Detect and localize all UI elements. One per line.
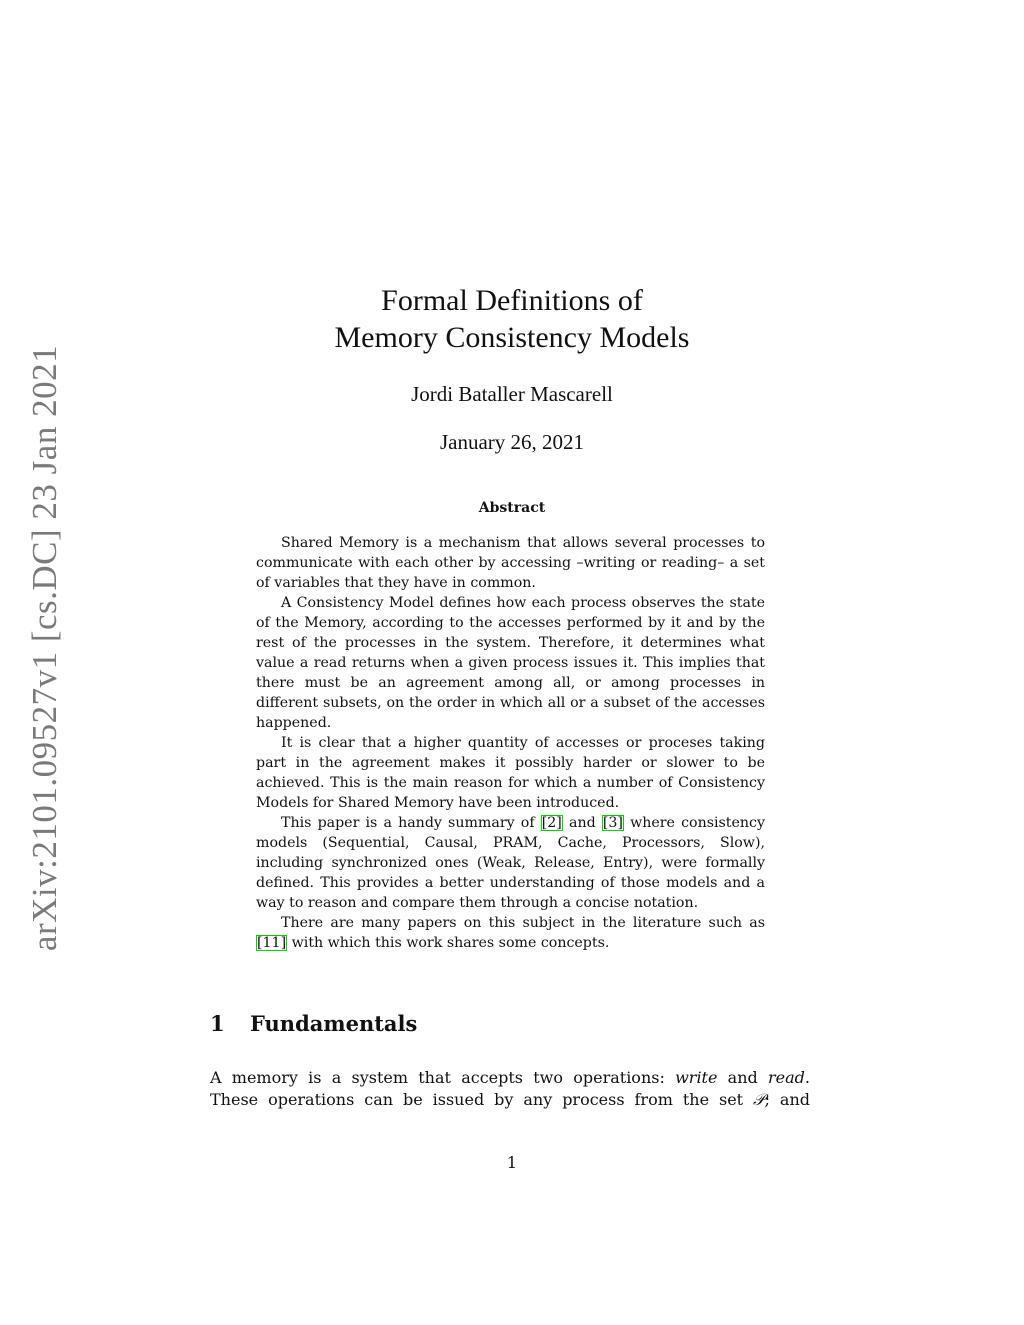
section-body-text — [210, 1067, 810, 1111]
abstract-paragraph-3: It is clear that a higher quantity of accesses or proceses taking part in the agreement makes it possibly harder or slower to be achieved. This is the main reason for which a number of Consistency Models for Shared Memory have been introduced. — [256, 735, 765, 811]
title-line-2: Memory Consistency Models — [334, 321, 690, 354]
abstract-p5-text-2: with which this work shares some concepts. — [287, 935, 610, 951]
body-line-1 — [210, 1067, 810, 1089]
abstract-p4-text-2: and — [562, 815, 602, 831]
page-number: 1 — [506, 1153, 518, 1172]
author-name: Jordi Bataller Mascarell — [411, 382, 613, 406]
term-read: read — [768, 1068, 805, 1087]
body-line-1-text-2: and — [717, 1068, 769, 1087]
process-set-symbol: 𝒫 — [753, 1090, 765, 1109]
term-write: write — [675, 1068, 718, 1087]
body-line-2-text-2: ; and — [764, 1090, 811, 1109]
arxiv-identifier-stamp: arXiv:2101.09527v1 [cs.DC] 23 Jan 2021 — [25, 344, 64, 952]
abstract-paragraph-2: A Consistency Model defines how each process observes the state of the Memory, according to the accesses performed by it and by the rest of the processes in the system. Therefore, it determines what value a read returns when a given process issues it. This implies that there must be an agreement among all, or among processes in different subsets, on the order in which all or a subset of the accesses happened. — [256, 595, 765, 731]
section-number: 1 — [210, 1011, 225, 1036]
publication-date: January 26, 2021 — [439, 430, 585, 454]
body-line-2-text-1: These operations can be issued by any process from the set — [210, 1090, 754, 1109]
abstract-p5-text-1: There are many papers on this subject in the literature such as — [281, 915, 765, 931]
abstract-paragraph-5 — [256, 913, 765, 953]
abstract-body — [256, 533, 765, 953]
citation-link-3[interactable]: [3] — [602, 815, 623, 831]
title-line-1: Formal Definitions of — [381, 284, 643, 317]
abstract-heading: Abstract — [478, 500, 546, 516]
citation-link-2[interactable]: [2] — [541, 815, 562, 831]
abstract-p4-text-3: where consistency models (Sequential, Causal, PRAM, Cache, Processors, Slow), including synchronized ones (Weak, Release, Entry), were formally defined. This provides a better understanding of those models and a way to reason and compare them through a concise notation. — [256, 815, 766, 911]
body-line-1-text-1: A memory is a system that accepts two operations: — [210, 1068, 676, 1087]
body-line-1-text-3: . — [804, 1068, 811, 1087]
abstract-paragraph-4 — [256, 813, 765, 913]
citation-link-11[interactable]: [11] — [257, 935, 287, 951]
section-heading — [210, 1011, 417, 1036]
section-title: Fundamentals — [250, 1011, 418, 1036]
body-line-2 — [210, 1089, 810, 1111]
abstract-paragraph-1: Shared Memory is a mechanism that allows several processes to communicate with each other by accessing –writing or reading– a set of variables that they have in common. — [256, 535, 765, 591]
abstract-p4-text-1: This paper is a handy summary of — [281, 815, 541, 831]
paper-title — [0, 282, 1024, 356]
